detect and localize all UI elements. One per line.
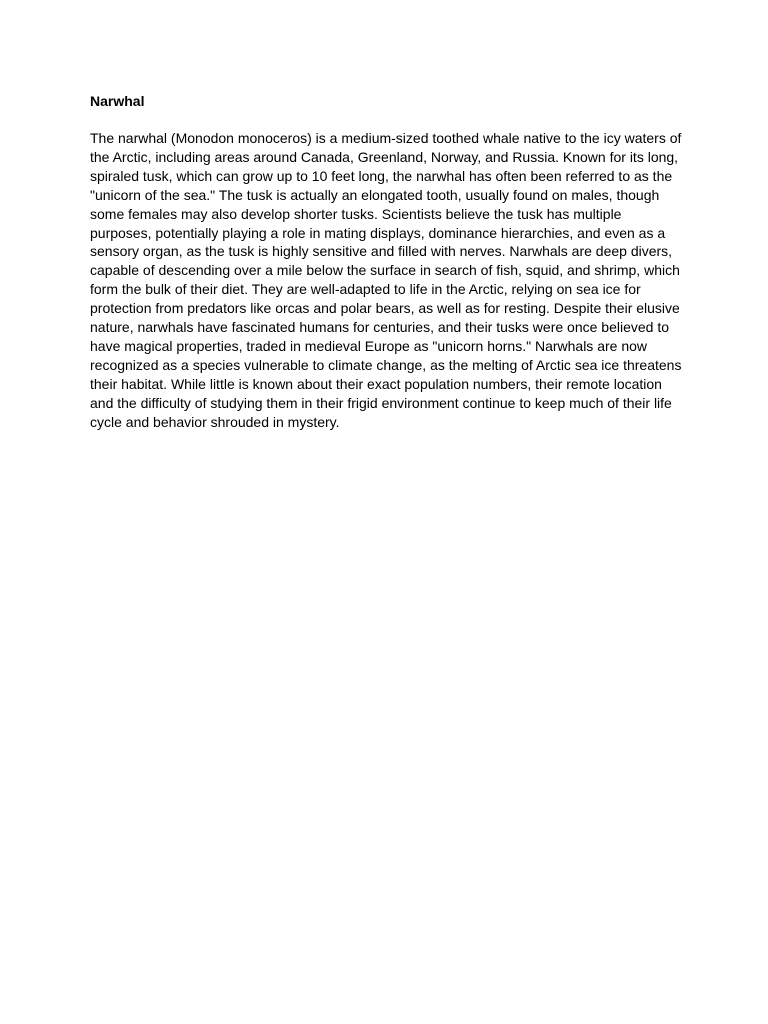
paragraph-line: capable of descending over a mile below the surface in search of fish, squid, and shrimp, which bbox=[90, 262, 680, 279]
paragraph-line: "unicorn of the sea." The tusk is actually an elongated tooth, usually found on males, though bbox=[90, 186, 660, 203]
paragraph-line: some females may also develop shorter tusks. Scientists believe the tusk has multiple bbox=[90, 205, 622, 222]
paragraph-line: purposes, potentially playing a role in mating displays, dominance hierarchies, and even as a bbox=[90, 224, 666, 241]
paragraph-line: form the bulk of their diet. They are well-adapted to life in the Arctic, relying on sea ice for bbox=[90, 281, 641, 298]
paragraph-line: and the difficulty of studying them in their frigid environment continue to keep much of their life bbox=[90, 394, 672, 411]
paragraph-line: sensory organ, as the tusk is highly sensitive and filled with nerves. Narwhals are deep divers, bbox=[90, 243, 673, 260]
document-title: Narwhal bbox=[90, 93, 145, 109]
paragraph-line: The narwhal (Monodon monoceros) is a medium-sized toothed whale native to the icy waters of bbox=[90, 130, 682, 146]
paragraph-line: nature, narwhals have fascinated humans for centuries, and their tusks were once believed to bbox=[90, 319, 669, 336]
paragraph-line: recognized as a species vulnerable to climate change, as the melting of Arctic sea ice threatens bbox=[90, 356, 682, 373]
paragraph-line: their habitat. While little is known about their exact population numbers, their remote location bbox=[90, 375, 662, 392]
document-paragraph bbox=[90, 129, 690, 432]
paragraph-line: spiraled tusk, which can grow up to 10 feet long, the narwhal has often been referred to as the bbox=[90, 167, 673, 184]
paragraph-line: protection from predators like orcas and polar bears, as well as for resting. Despite their elusive bbox=[90, 300, 680, 317]
paragraph-line: the Arctic, including areas around Canada, Greenland, Norway, and Russia. Known for its long, bbox=[90, 148, 679, 165]
paragraph-line: cycle and behavior shrouded in mystery. bbox=[90, 413, 340, 430]
paragraph-line: have magical properties, traded in medieval Europe as "unicorn horns." Narwhals are now bbox=[90, 337, 648, 354]
